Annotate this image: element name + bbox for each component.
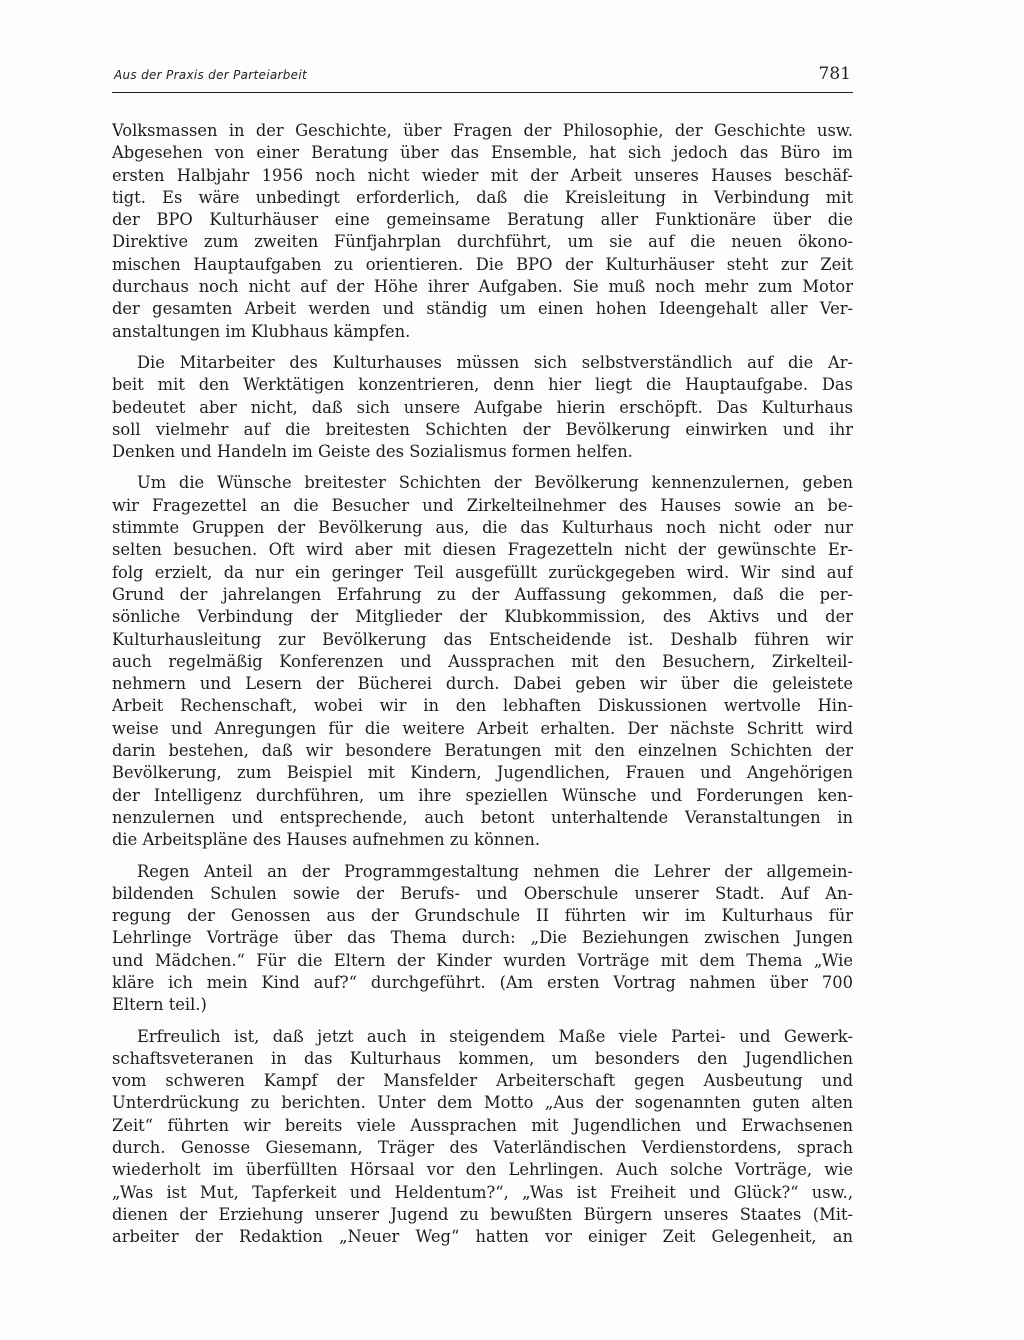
text-line: Grund der jahrelangen Erfahrung zu der Auffassung gekommen, daß die per- xyxy=(112,584,853,604)
text-line: folg erzielt, da nur ein geringer Teil ausgefüllt zurückgegeben wird. Wir sind auf xyxy=(112,562,853,582)
page-number: 781 xyxy=(818,64,851,84)
text-line: Bevölkerung, zum Beispiel mit Kindern, Jugendlichen, Frauen und Angehörigen xyxy=(112,763,853,783)
text-line: sönliche Verbindung der Mitglieder der Klubkommission, des Aktivs und der xyxy=(112,607,853,627)
text-line: wir Fragezettel an die Besucher und Zirkelteilnehmer des Hauses sowie an be- xyxy=(112,495,853,515)
text-line: auch regelmäßig Konferenzen und Aussprachen mit den Besuchern, Zirkelteil- xyxy=(112,651,853,671)
text-line: der BPO Kulturhäuser eine gemeinsame Beratung aller Funktionäre über die xyxy=(112,210,853,230)
text-line: tigt. Es wäre unbedingt erforderlich, daß die Kreisleitung in Verbindung mit xyxy=(112,187,853,207)
text-line: darin bestehen, daß wir besondere Beratungen mit den einzelnen Schichten der xyxy=(112,741,853,761)
text-line: Regen Anteil an der Programmgestaltung nehmen die Lehrer der allgemein- xyxy=(137,861,853,881)
text-line: vom schweren Kampf der Mansfelder Arbeiterschaft gegen Ausbeutung und xyxy=(112,1071,853,1091)
text-line: der gesamten Arbeit werden und ständig um einen hohen Ideengehalt aller Ver- xyxy=(112,299,853,319)
text-line: beit mit den Werktätigen konzentrieren, denn hier liegt die Hauptaufgabe. Das xyxy=(112,375,853,395)
text-line: Zeit“ führten wir bereits viele Aussprachen mit Jugendlichen und Erwachsenen xyxy=(112,1115,853,1135)
text-line: Eltern teil.) xyxy=(112,995,207,1015)
body-text xyxy=(112,120,853,1258)
text-line: Um die Wünsche breitester Schichten der Bevölkerung kennenzulernen, geben xyxy=(137,473,853,493)
text-line: mischen Hauptaufgaben zu orientieren. Die BPO der Kulturhäuser steht zur Zeit xyxy=(112,254,853,274)
text-line: und Mädchen.“ Für die Eltern der Kinder wurden Vorträge mit dem Thema „Wie xyxy=(112,950,853,970)
paragraph xyxy=(112,352,853,463)
text-line: regung der Genossen aus der Grundschule II führten wir im Kulturhaus für xyxy=(112,906,853,926)
paragraph xyxy=(112,861,853,1017)
text-line: nenzulernen und entsprechende, auch betont unterhaltende Veranstaltungen in xyxy=(112,807,853,827)
text-line: selten besuchen. Oft wird aber mit diesen Fragezetteln nicht der gewünschte Er- xyxy=(112,540,853,560)
text-line: Direktive zum zweiten Fünfjahrplan durchführt, um sie auf die neuen ökono- xyxy=(112,232,853,252)
text-line: anstaltungen im Klubhaus kämpfen. xyxy=(112,321,411,341)
text-line: Kulturhausleitung zur Bevölkerung das Entscheidende ist. Deshalb führen wir xyxy=(112,629,853,649)
paragraph xyxy=(112,1026,853,1249)
text-line: bedeutet aber nicht, daß sich unsere Aufgabe hierin erschöpft. Das Kulturhaus xyxy=(112,397,853,417)
paragraph xyxy=(112,120,853,343)
text-line: nehmern und Lesern der Bücherei durch. Dabei geben wir über die geleistete xyxy=(112,674,853,694)
text-line: weise und Anregungen für die weitere Arbeit erhalten. Der nächste Schritt wird xyxy=(112,718,853,738)
text-line: Erfreulich ist, daß jetzt auch in steigendem Maße viele Partei- und Gewerk- xyxy=(137,1026,853,1046)
text-line: Die Mitarbeiter des Kulturhauses müssen sich selbstverständlich auf die Ar- xyxy=(137,352,853,372)
text-line: durch. Genosse Giesemann, Träger des Vaterländischen Verdienstordens, sprach xyxy=(112,1138,853,1158)
page-header xyxy=(112,62,853,93)
text-line: Volksmassen in der Geschichte, über Fragen der Philosophie, der Geschichte usw. xyxy=(112,121,853,140)
text-line: Denken und Handeln im Geiste des Sozialismus formen helfen. xyxy=(112,442,633,462)
text-line: Lehrlinge Vorträge über das Thema durch: „Die Beziehungen zwischen Jungen xyxy=(112,928,853,948)
text-line: Arbeit Rechenschaft, wobei wir in den lebhaften Diskussionen wertvolle Hin- xyxy=(112,696,853,716)
text-line: kläre ich mein Kind auf?“ durchgeführt. (Am ersten Vortrag nahmen über 700 xyxy=(112,972,853,992)
text-line: der Intelligenz durchführen, um ihre speziellen Wünsche und Forderungen ken- xyxy=(112,785,853,805)
text-line: stimmte Gruppen der Bevölkerung aus, die das Kulturhaus noch nicht oder nur xyxy=(112,518,853,538)
text-line: bildenden Schulen sowie der Berufs- und Oberschule unserer Stadt. Auf An- xyxy=(112,883,853,903)
text-line: durchaus noch nicht auf der Höhe ihrer Aufgaben. Sie muß noch mehr zum Motor xyxy=(112,277,853,297)
text-line: schaftsveteranen in das Kulturhaus kommen, um besonders den Jugendlichen xyxy=(112,1048,853,1068)
running-head: Aus der Praxis der Parteiarbeit xyxy=(114,68,307,82)
text-line: ersten Halbjahr 1956 noch nicht wieder mit der Arbeit unseres Hauses beschäf- xyxy=(112,165,853,185)
text-line: die Arbeitspläne des Hauses aufnehmen zu können. xyxy=(112,830,541,850)
paragraph xyxy=(112,472,853,851)
text-line: dienen der Erziehung unserer Jugend zu bewußten Bürgern unseres Staates (Mit- xyxy=(112,1204,853,1224)
text-line: arbeiter der Redaktion „Neuer Weg“ hatten vor einiger Zeit Gelegenheit, an xyxy=(112,1227,853,1247)
text-line: Abgesehen von einer Beratung über das Ensemble, hat sich jedoch das Büro im xyxy=(112,143,853,163)
text-line: „Was ist Mut, Tapferkeit und Heldentum?“, „Was ist Freiheit und Glück?“ usw., xyxy=(112,1182,853,1202)
text-line: soll vielmehr auf die breitesten Schichten der Bevölkerung einwirken und ihr xyxy=(112,419,853,439)
text-line: wiederholt im überfüllten Hörsaal vor den Lehrlingen. Auch solche Vorträge, wie xyxy=(112,1160,853,1180)
text-line: Unterdrückung zu berichten. Unter dem Motto „Aus der sogenannten guten alten xyxy=(112,1093,853,1113)
